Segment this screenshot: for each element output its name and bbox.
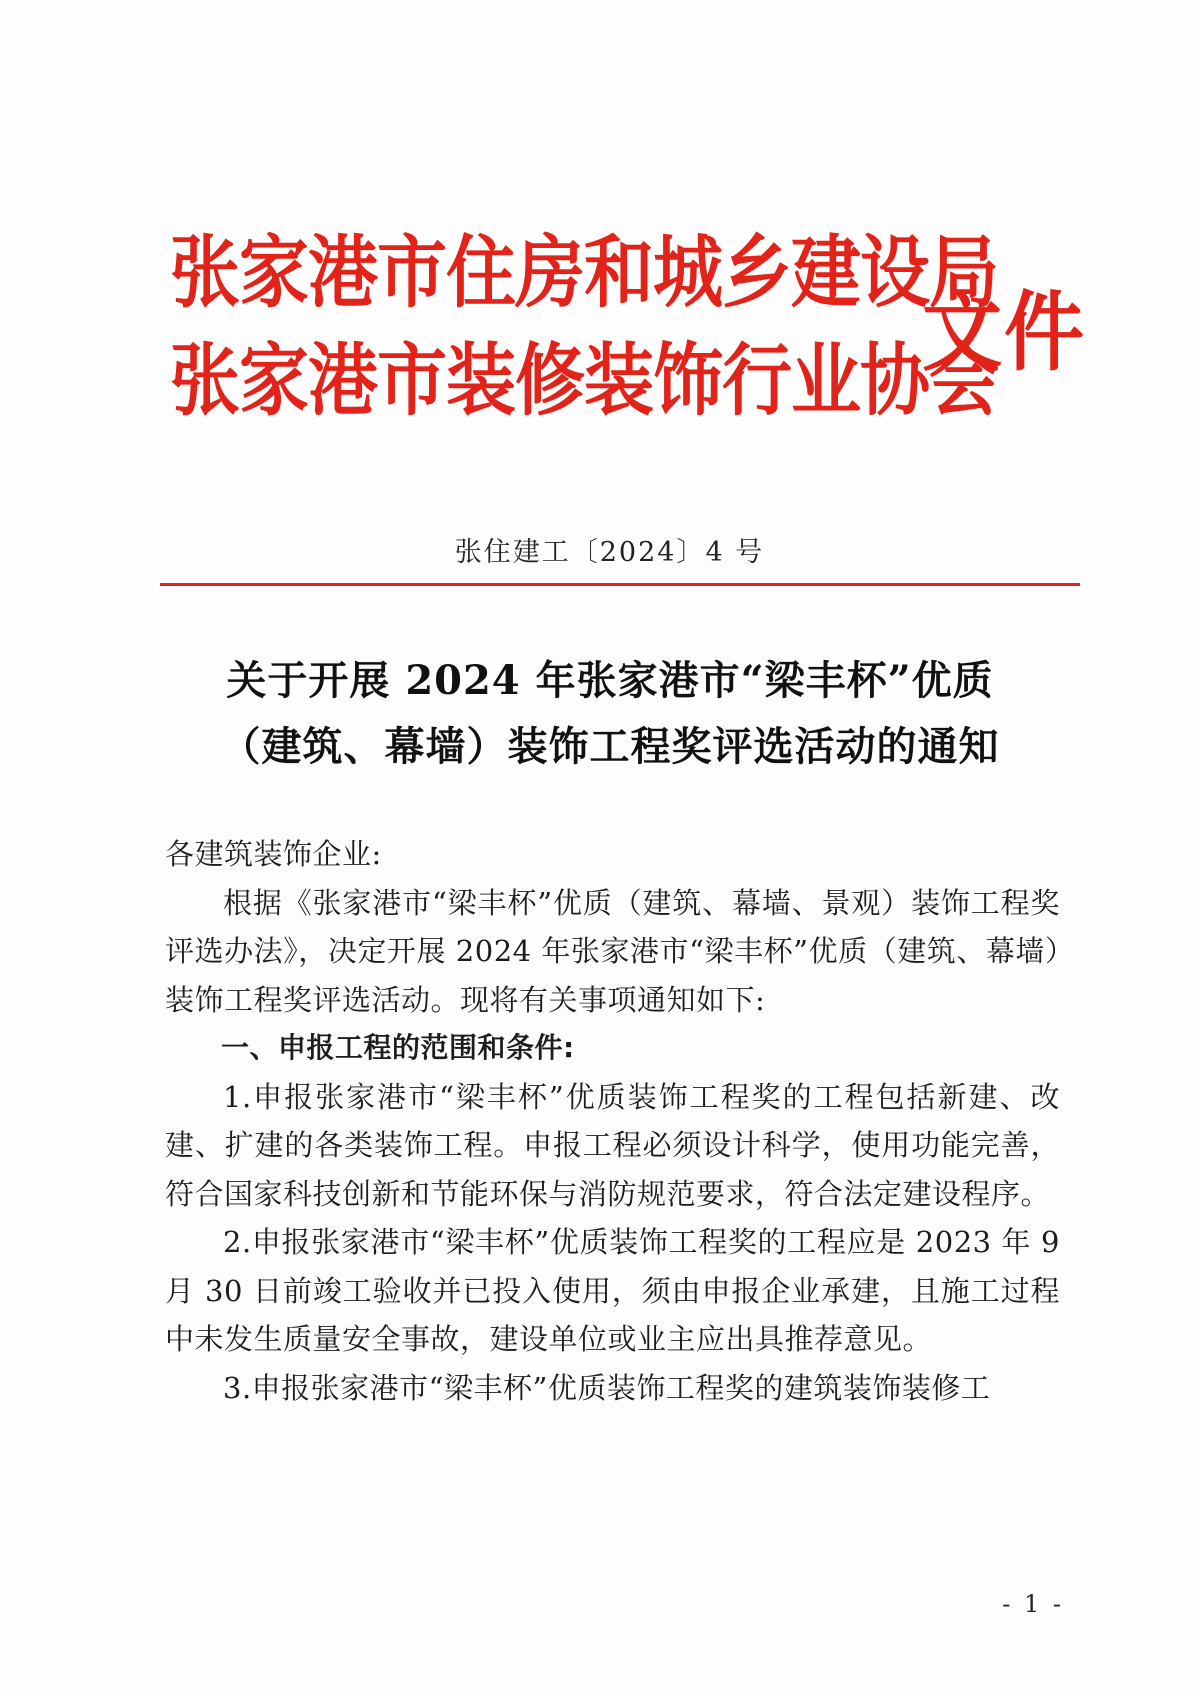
item-1-paragraph: 1.申报张家港市“梁丰杯”优质装饰工程奖的工程包括新建、改建、扩建的各类装饰工程。申报工程必须设计科学，使用功能完善，符合国家科技创新和节能环保与消防规范要求，符合法定建设程序。 [165, 1079, 1060, 1211]
salutation: 各建筑装饰企业: [165, 837, 382, 871]
document-title-line-2: （建筑、幕墙）装饰工程奖评选活动的通知 [220, 723, 1000, 770]
masthead-org-line-1: 张家港市住房和城乡建设局 [170, 225, 998, 319]
document-title [150, 648, 1070, 780]
item-3-paragraph: 3.申报张家港市“梁丰杯”优质装饰工程奖的建筑装饰装修工 [223, 1370, 991, 1405]
item-2-paragraph: 2.申报张家港市“梁丰杯”优质装饰工程奖的工程应是 2023 年 9 月 30 日前竣工验收并已投入使用，须由申报企业承建，且施工过程中未发生质量安全事故，建设单位或业主应出具推荐意见。 [165, 1225, 1060, 1356]
document-body [165, 830, 1060, 1412]
document-number: 张住建工〔2024〕4 号 [454, 537, 765, 568]
section-1-heading: 一、申报工程的范围和条件: [221, 1031, 575, 1064]
intro-paragraph: 根据《张家港市“梁丰杯”优质（建筑、幕墙、景观）装饰工程奖评选办法》，决定开展 2024 年张家港市“梁丰杯”优质（建筑、幕墙）装饰工程奖评选活动。现将有关事项通知如下: [165, 885, 1060, 1017]
masthead-suffix: 文件 [922, 281, 1086, 383]
page-number: - 1 - [1002, 1590, 1064, 1618]
masthead [170, 218, 1086, 438]
red-divider-line [160, 583, 1080, 586]
document-title-line-1: 关于开展 2024 年张家港市“梁丰杯”优质 [226, 657, 994, 704]
masthead-org-line-2: 张家港市装修装饰行业协会 [170, 333, 998, 427]
